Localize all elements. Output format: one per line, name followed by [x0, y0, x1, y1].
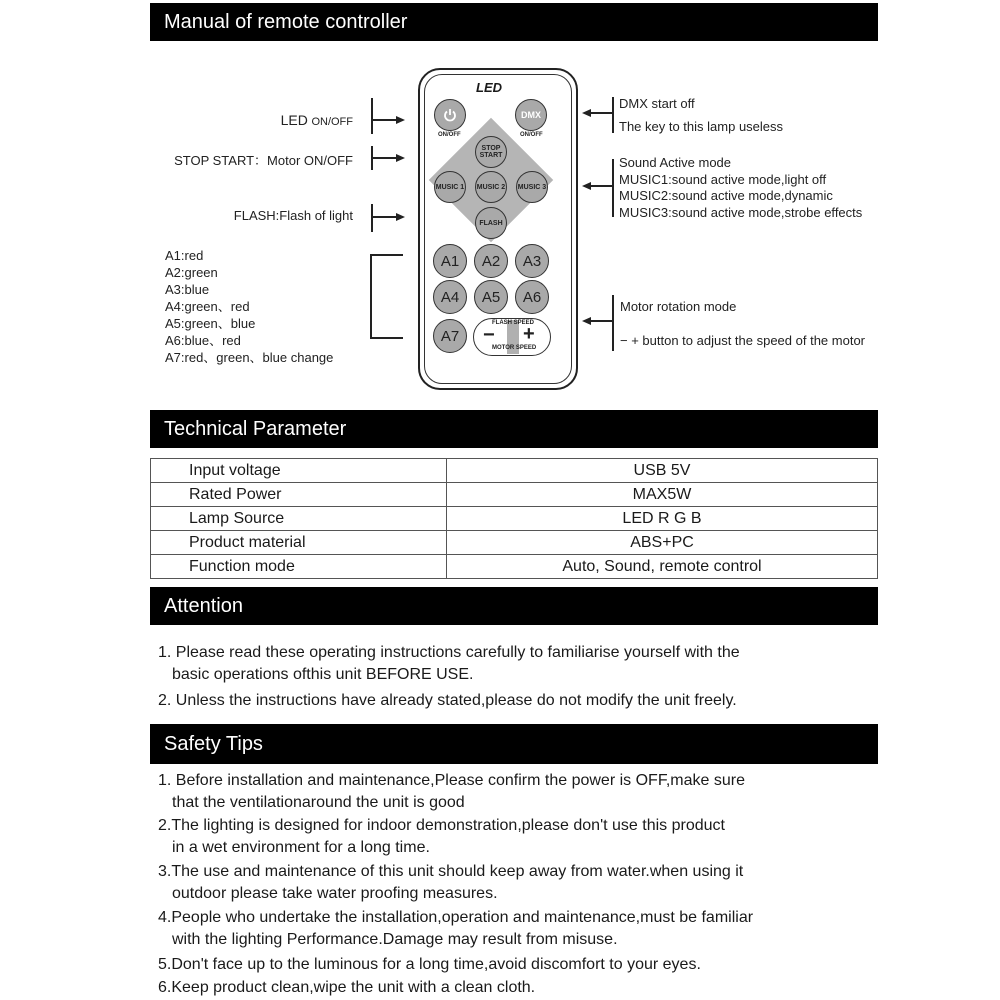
- attention-item-1-line1: 1. Please read these operating instructions carefully to familiarise yourself with the: [158, 644, 740, 661]
- safety-item-2-line2: in a wet environment for a long time.: [172, 839, 430, 856]
- a3-button[interactable]: A3: [515, 244, 549, 278]
- color-key-a6: A6:blue、red: [165, 333, 241, 348]
- color-key-a7: A7:red、green、blue change: [165, 350, 334, 365]
- callout-line: [590, 112, 612, 114]
- arrow-right-icon: [396, 213, 405, 221]
- callout-bar: [371, 204, 373, 232]
- sound-mode-music2: MUSIC2:sound active mode,dynamic: [619, 188, 833, 203]
- param-key: Input voltage: [151, 459, 447, 483]
- param-value: LED R G B: [447, 507, 878, 531]
- a4-button[interactable]: A4: [433, 280, 467, 314]
- sound-mode-title: Sound Active mode: [619, 155, 732, 170]
- safety-item-3-line1: 3.The use and maintenance of this unit should keep away from water.when using it: [158, 863, 744, 880]
- param-key: Product material: [151, 531, 447, 555]
- safety-item-5: [158, 954, 701, 976]
- stop-label-sub: Motor ON/OFF: [267, 153, 353, 168]
- safety-item-1: [158, 770, 745, 814]
- callout-line: [373, 157, 397, 159]
- flash-speed-caption: FLASH SPEED: [492, 320, 535, 326]
- a7-button[interactable]: A7: [433, 319, 467, 353]
- sound-mode-list: [619, 155, 862, 221]
- safety-item-1-line1: 1. Before installation and maintenance,Please confirm the power is OFF,make sure: [158, 772, 745, 789]
- safety-item-6-line1: 6.Keep product clean,wipe the unit with a clean cloth.: [158, 979, 536, 996]
- callout-bar: [612, 97, 614, 133]
- led-label-sub: ON/OFF: [311, 116, 353, 128]
- color-key-a1: A1:red: [165, 248, 204, 263]
- music1-button[interactable]: MUSIC 1: [434, 171, 466, 203]
- a5-button[interactable]: A5: [474, 280, 508, 314]
- a1-button[interactable]: A1: [433, 244, 467, 278]
- power-button[interactable]: [434, 99, 466, 131]
- bracket-top: [370, 254, 403, 256]
- table-row: [151, 459, 878, 483]
- remote-brand: LED: [476, 80, 502, 95]
- dmx-button[interactable]: DMX: [515, 99, 547, 131]
- safety-item-2: [158, 815, 725, 859]
- tech-section-header: [150, 410, 878, 448]
- dmx-caption: ON/OFF: [520, 132, 543, 138]
- tech-title: Technical Parameter: [164, 417, 347, 440]
- callout-bar: [371, 98, 373, 134]
- safety-item-6: [158, 977, 535, 999]
- power-caption: ON/OFF: [438, 132, 461, 138]
- color-key-a4: A4:green、red: [165, 299, 250, 314]
- callout-bar: [612, 295, 614, 351]
- stop-label-main: STOP START：: [174, 153, 268, 168]
- safety-title: Safety Tips: [164, 732, 263, 755]
- arrow-right-icon: [396, 154, 405, 162]
- music2-button[interactable]: MUSIC 2: [475, 171, 507, 203]
- callout-line: [590, 320, 612, 322]
- music3-button[interactable]: MUSIC 3: [516, 171, 548, 203]
- dmx-desc-2: The key to this lamp useless: [619, 119, 784, 134]
- flash-label: FLASH:Flash of light: [233, 208, 353, 223]
- param-value: Auto, Sound, remote control: [447, 555, 878, 579]
- speed-minus-button[interactable]: −: [483, 324, 495, 346]
- callout-line: [373, 119, 397, 121]
- flash-button[interactable]: FLASH: [475, 207, 507, 239]
- safety-item-2-line1: 2.The lighting is designed for indoor demonstration,please don't use this product: [158, 817, 725, 834]
- table-row: [151, 555, 878, 579]
- color-key-a5: A5:green、blue: [165, 316, 256, 331]
- led-onoff-label: [281, 112, 353, 128]
- motor-speed-caption: MOTOR SPEED: [492, 345, 537, 351]
- color-key-a2: A2:green: [165, 265, 218, 280]
- sound-mode-music1: MUSIC1:sound active mode,light off: [619, 171, 827, 187]
- safety-item-3: [158, 861, 743, 905]
- param-value: MAX5W: [447, 483, 878, 507]
- attention-item-2-line1: 2. Unless the instructions have already stated,please do not modify the unit freely.: [158, 692, 737, 709]
- power-icon: [442, 107, 458, 123]
- param-value: ABS+PC: [447, 531, 878, 555]
- stop-start-button[interactable]: STOP START: [475, 136, 507, 168]
- attention-section-header: [150, 587, 878, 625]
- safety-item-3-line2: outdoor please take water proofing measures.: [172, 885, 498, 902]
- arrow-right-icon: [396, 116, 405, 124]
- safety-item-5-line1: 5.Don't face up to the luminous for a long time,avoid discomfort to your eyes.: [158, 956, 701, 973]
- param-key: Lamp Source: [151, 507, 447, 531]
- tech-params-table: [150, 458, 878, 579]
- bracket-bottom: [370, 337, 403, 339]
- a2-button[interactable]: A2: [474, 244, 508, 278]
- motor-desc-1: Motor rotation mode: [620, 299, 737, 314]
- attention-item-2: [158, 690, 737, 712]
- a6-button[interactable]: A6: [515, 280, 549, 314]
- table-row: [151, 507, 878, 531]
- motor-desc-2: − + button to adjust the speed of the motor: [620, 333, 866, 348]
- table-row: [151, 483, 878, 507]
- safety-section-header: [150, 724, 878, 764]
- dmx-desc-1: DMX start off: [619, 96, 695, 111]
- attention-title: Attention: [164, 594, 243, 617]
- color-key-list: [165, 247, 333, 366]
- param-key: Function mode: [151, 555, 447, 579]
- safety-item-4-line2: with the lighting Performance.Damage may result from misuse.: [172, 931, 618, 948]
- attention-item-1-line2: basic operations ofthis unit BEFORE USE.: [172, 666, 474, 683]
- color-key-a3: A3:blue: [165, 282, 210, 297]
- safety-item-1-line2: that the ventilationaround the unit is good: [172, 794, 465, 811]
- callout-line: [373, 216, 397, 218]
- param-key: Rated Power: [151, 483, 447, 507]
- param-value: USB 5V: [447, 459, 878, 483]
- safety-item-4: [158, 907, 753, 951]
- table-row: [151, 531, 878, 555]
- led-label-main: LED: [280, 112, 308, 128]
- manual-title: Manual of remote controller: [164, 10, 408, 33]
- speed-plus-button[interactable]: +: [523, 323, 535, 345]
- sound-mode-music3: MUSIC3:sound active mode,strobe effects: [619, 204, 863, 220]
- attention-item-1: [158, 642, 740, 686]
- stop-start-label: [174, 150, 353, 169]
- safety-item-4-line1: 4.People who undertake the installation,operation and maintenance,must be familiar: [158, 909, 754, 926]
- bracket-bar: [370, 254, 372, 338]
- callout-bar: [612, 159, 614, 217]
- manual-section-header: [150, 3, 878, 41]
- callout-line: [590, 185, 612, 187]
